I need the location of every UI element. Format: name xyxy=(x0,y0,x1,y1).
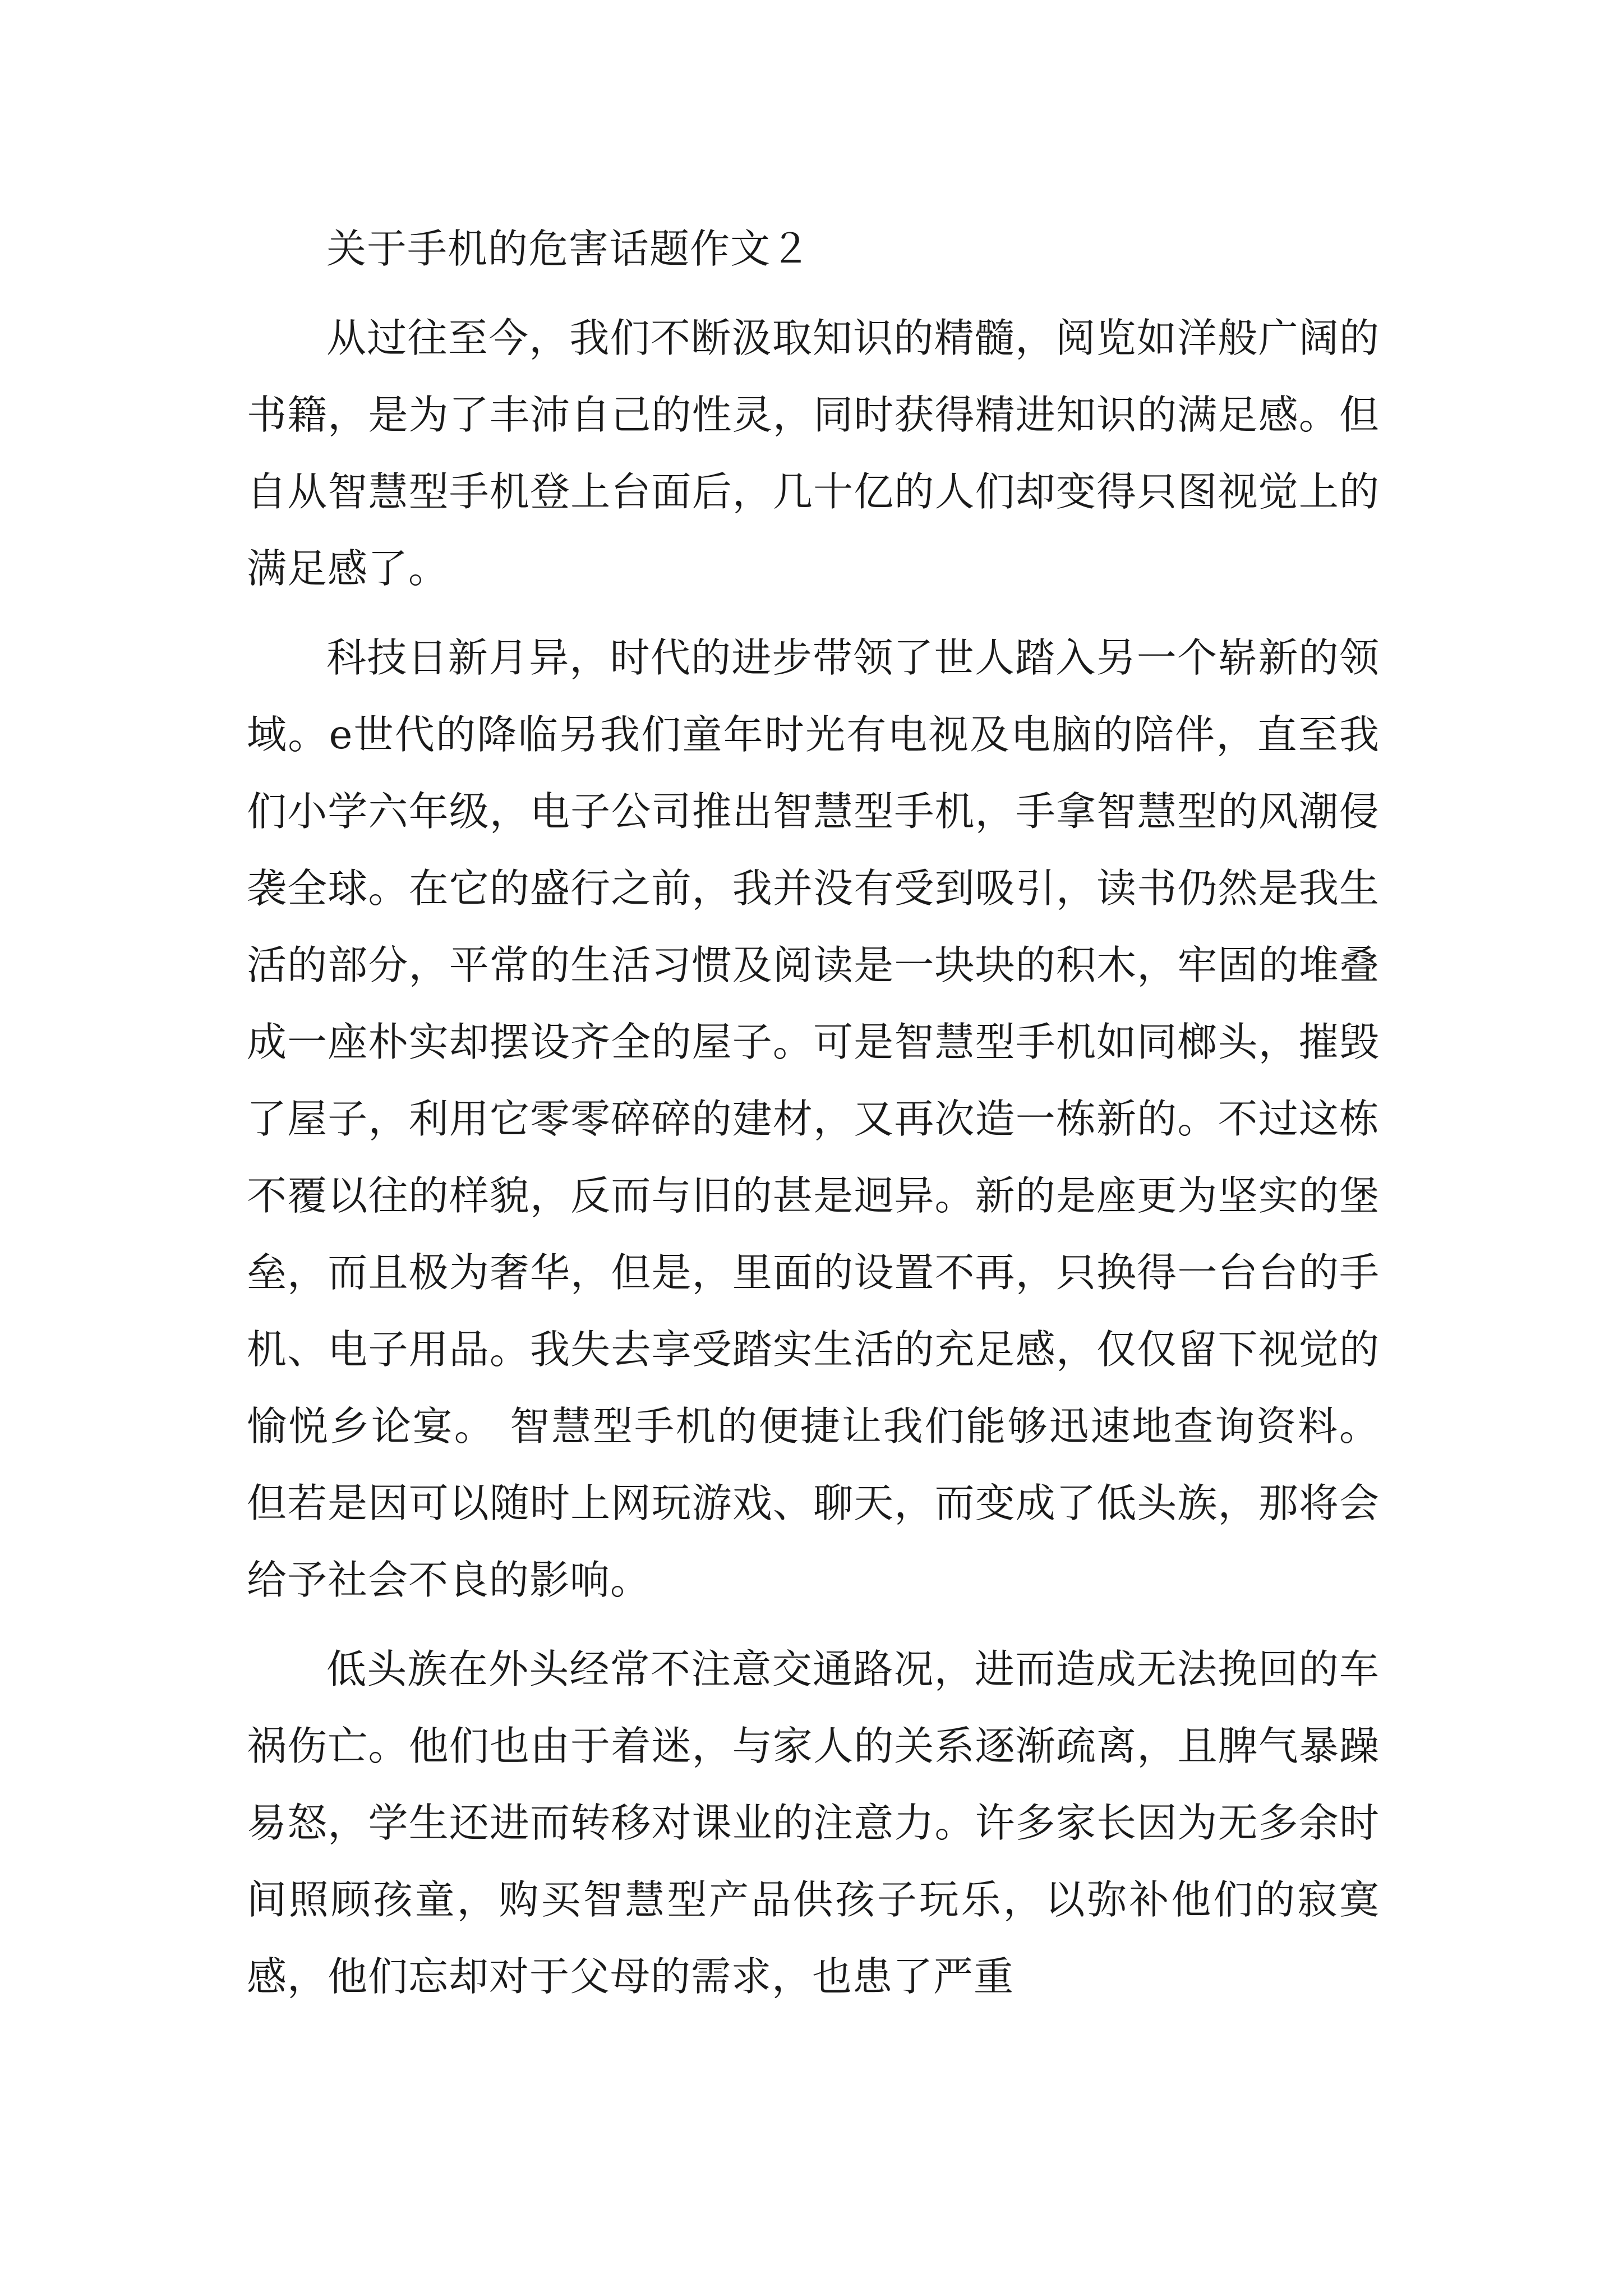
document-title: 关于手机的危害话题作文２ xyxy=(326,226,811,272)
paragraph-3: 低头族在外头经常不注意交通路况，进而造成无法挽回的车祸伤亡。他们也由于着迷，与家人的关系逐渐疏离，且脾气暴躁易怒，学生还进而转移对课业的注意力。许多家长因为无多余时间照顾孩童，购买智慧型产品供孩子玩乐，以弥补他们的寂寞感，他们忘却对于父母的需求，也患了严重 xyxy=(247,1646,1380,2000)
paragraph-2: 科技日新月异，时代的进步带领了世人踏入另一个崭新的领域。e世代的降临另我们童年时光有电视及电脑的陪伴，直至我们小学六年级，电子公司推出智慧型手机，手拿智慧型的风潮侵袭全球。在它的盛行之前，我并没有受到吸引，读书仍然是我生活的部分，平常的生活习惯及阅读是一块块的积木，牢固的堆叠成一座朴实却摆设齐全的屋子。可是智慧型手机如同榔头，摧毁了屋子，利用它零零碎碎的建材，又再次造一栋新的。不过这栋不覆以往的样貌，反而与旧的甚是迥异。新的是座更为坚实的堡垒，而且极为奢华，但是，里面的设置不再，只换得一台台的手机、电子用品。我失去享受踏实生活的充足感，仅仅留下视觉的愉悦乡论宴。 智慧型手机的便捷让我们能够迅速地查询资料。但若是因可以随时上网玩游戏、聊天，而变成了低头族，那将会给予社会不良的影响。 xyxy=(247,634,1380,1603)
document-body xyxy=(247,210,1380,2027)
paragraph-1: 从过往至今，我们不断汲取知识的精髓，阅览如洋般广阔的书籍，是为了丰沛自己的性灵，同时获得精进知识的满足感。但自从智慧型手机登上台面后，几十亿的人们却变得只图视觉上的满足感了。 xyxy=(247,315,1380,592)
